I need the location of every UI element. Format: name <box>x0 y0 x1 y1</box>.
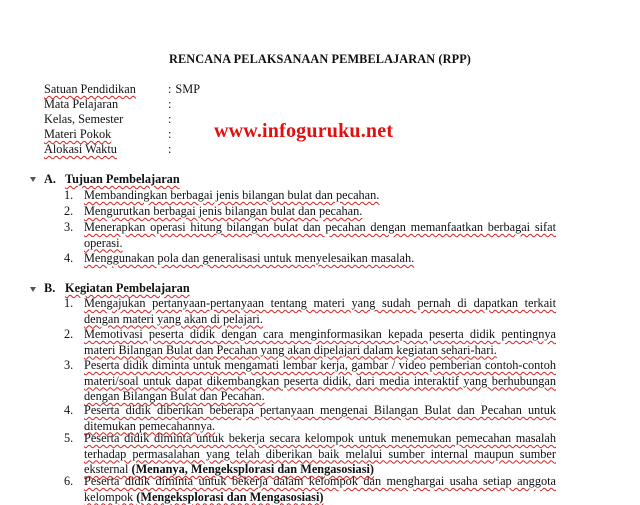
collapse-triangle-icon[interactable] <box>30 177 36 182</box>
list-item <box>84 474 556 505</box>
list-item-text: Peserta didik diberikan beberapa pertanyaan mengenai Bilangan Bulat dan Pecahan untuk ditemukan pemecahannya. <box>84 403 556 433</box>
list-item-number: 2. <box>64 327 74 341</box>
list-item-text: Peserta didik diminta untuk bekerja dalam kelompok dan menghargai usaha setiap anggota kelompok <box>84 474 556 504</box>
list-item-number: 6. <box>64 474 74 488</box>
list-item-number: 1. <box>64 296 74 310</box>
list-item <box>84 327 556 358</box>
section-a-letter: A. <box>44 172 56 186</box>
identity-label: Kelas, Semester <box>44 112 124 126</box>
identity-label: Materi Pokok <box>44 127 112 141</box>
list-item-number: 5. <box>64 431 74 445</box>
collapse-triangle-icon[interactable] <box>30 287 36 292</box>
list-item-bold: (Mengeksplorasi dan Mengasosiasi) <box>136 489 324 504</box>
identity-label: Satuan Pendidikan <box>44 82 136 96</box>
list-item-number: 3. <box>64 220 74 234</box>
list-item: Membandingkan berbagai jenis bilangan bulat dan pecahan. <box>84 188 380 202</box>
list-item-text: Memotivasi peserta didik dengan cara menginformasikan kepada peserta didik pentingnya materi Bilangan Bulat dan Pecahan yang akan dipelajari dalam kegiatan sehari-hari. <box>84 327 556 357</box>
identity-label: Alokasi Waktu <box>44 142 117 156</box>
identity-separator: : <box>168 127 172 141</box>
list-item <box>84 403 556 434</box>
list-item <box>84 431 556 478</box>
list-item-bold: (Menanya, Mengeksplorasi dan Mengasosiasi) <box>131 462 375 477</box>
identity-label: Mata Pelajaran <box>44 97 119 111</box>
identity-separator: : <box>168 142 172 156</box>
document-title: RENCANA PELAKSANAAN PEMBELAJARAN (RPP) <box>169 52 471 66</box>
section-a-title: Tujuan Pembelajaran <box>65 172 180 186</box>
list-item-number: 4. <box>64 403 74 417</box>
list-item-text: Mengajukan pertanyaan-pertanyaan tentang materi yang sudah pernah di dapatkan terkait dengan materi yang akan di pelajari. <box>84 296 556 326</box>
watermark-text: www.infoguruku.net <box>214 120 394 142</box>
list-item-text: Peserta didik diminta untuk bekerja secara kelompok untuk menemukan pemecahan masalah terhadap permasalahan yang telah diberikan baik melalui sumber internal maupun sumber eksternal <box>84 431 556 477</box>
list-item: Menerapkan operasi hitung bilangan bulat dan pecahan dengan memanfaatkan berbagai sifat operasi. <box>84 220 556 250</box>
list-item-number: 3. <box>64 358 74 372</box>
section-b-title: Kegiatan Pembelajaran <box>65 281 190 295</box>
section-b-letter: B. <box>44 281 56 295</box>
list-item-number: 4. <box>64 251 74 265</box>
list-item: Mengurutkan berbagai jenis bilangan bulat dan pecahan. <box>84 204 363 218</box>
identity-separator: : <box>168 82 172 96</box>
list-item <box>84 296 556 327</box>
list-item: Menggunakan pola dan generalisasi untuk menyelesaikan masalah. <box>84 251 415 265</box>
identity-separator: : <box>168 112 172 126</box>
list-item-number: 2. <box>64 204 74 218</box>
list-item-text: Peserta didik diminta untuk mengamati lembar kerja, gambar / video pemberian contoh-contoh materi/soal untuk dapat dikembangkan peserta didik, dari media interaktif yang berhubungan dengan Bilangan Bulat dan Pecahan. <box>84 358 556 404</box>
identity-separator: : <box>168 97 172 111</box>
list-item <box>84 358 556 405</box>
identity-value: SMP <box>175 82 201 96</box>
list-item-number: 1. <box>64 188 74 202</box>
